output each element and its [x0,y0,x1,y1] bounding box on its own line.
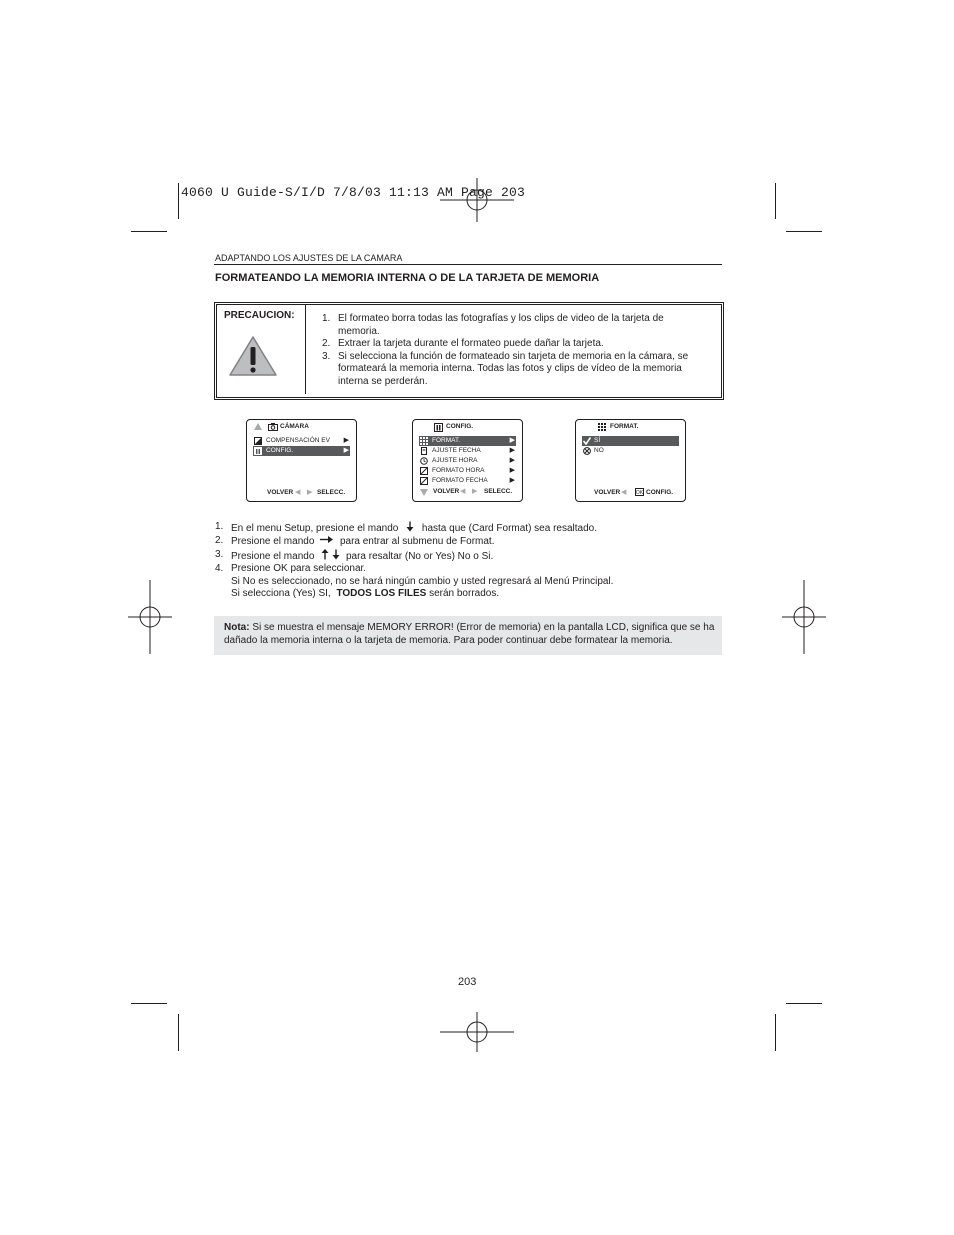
footer-config: CONFIG. [646,489,674,496]
menu-item-ajuste-hora[interactable] [419,456,516,466]
caution-list [322,313,707,388]
step-item [215,549,613,563]
menu-item-label: CONFIG. [266,447,294,454]
note-label: Nota: [224,622,250,633]
section-rule [214,264,722,265]
registration-mark-left [128,580,172,654]
crop-mark-bl-h [131,1003,167,1004]
step-text: para resaltar (No or Yes) No o Si. [345,550,494,562]
menu-item-config[interactable] [253,446,350,456]
submenu-arrow-icon: ▶ [343,447,349,454]
menu-item-formato-hora[interactable] [419,466,516,476]
camera-icon [268,423,278,431]
registration-mark-bottom [440,1012,514,1052]
step-text: Presione OK para seleccionar. [231,563,367,575]
caution-label: PRECAUCION: [224,310,295,321]
menu-item-label: FORMAT. [432,437,461,444]
submenu-arrow-icon: ▶ [509,447,515,454]
left-arrow-icon: ◀ [460,488,466,495]
step-text: hasta que (Card Format) sea resaltado. [421,523,597,534]
menu-item-label: FORMATO FECHA [432,477,488,484]
option-label: NO [594,447,604,454]
menu-item-formato-fecha[interactable] [419,476,516,486]
crop-mark-br-v [775,1014,776,1051]
footer-selecc: SELECC. [317,489,346,496]
step-item [215,563,613,575]
right-arrow-icon: ▶ [472,488,478,495]
option-si[interactable] [582,436,679,446]
caution-item-text: Si selecciona la función de formateado sin tarjeta de memoria en la cámara, se formateará la memoria interna. Todas las fotos y clips de vídeo de la memoria interna se perderán. [338,350,689,387]
svg-text:OK: OK [635,490,644,496]
registration-mark-right [782,580,826,654]
steps-list [215,521,613,600]
crop-mark-br-h [786,1003,822,1004]
step-number: 2. [215,535,224,547]
note-text: Si se muestra el mensaje MEMORY ERROR! (Error de memoria) en la pantalla LCD, significa que se ha dañado la memoria interna o la tarjeta de memoria. Para poder continuar debe formatear la memoria. [224,622,715,646]
up-arrow-icon [254,423,262,430]
caution-divider [305,305,306,394]
format-icon [420,437,428,445]
step-number: 3. [215,548,224,560]
step-item [215,521,613,535]
format-icon [598,423,606,431]
submenu-arrow-icon: ▶ [343,437,349,444]
step-number: 1. [215,521,224,532]
caution-item [322,338,707,351]
step-number: 4. [215,563,224,575]
date-format-icon [420,477,428,485]
option-label: SÍ [594,437,601,444]
lcd-title: CÁMARA [280,423,309,430]
crop-mark-bl-v [178,1014,179,1051]
page-number: 203 [458,976,477,988]
menu-item-label: FORMATO HORA [432,467,485,474]
caution-item-number: 2. [322,338,331,349]
lcd-title: FORMAT. [610,423,639,430]
step-text: Presione el mando [231,550,315,562]
step-item [215,535,613,548]
menu-item-label: AJUSTE FECHA [432,447,481,454]
ev-compensation-icon [254,437,262,445]
calendar-icon [420,447,428,455]
submenu-arrow-icon: ▶ [509,477,515,484]
step-text: Presione el mando [231,536,315,548]
lcd-screen-camera [246,419,357,502]
cancel-circle-icon [583,447,591,455]
step-text: para entrar al submenu de Format. [339,536,495,548]
left-arrow-icon: ◀ [621,489,627,496]
right-arrow-icon [317,535,337,544]
time-format-icon [420,467,428,475]
crop-mark-tl-v [178,183,179,219]
caution-item-text: El formateo borra todas las fotografías y los clips de video de la tarjeta de memoria. [338,313,664,337]
step-detail-emphasis: TODOS LOS FILES [336,588,427,600]
menu-item-label: AJUSTE HORA [432,457,478,464]
caution-item [322,351,707,389]
step-detail [215,588,613,600]
step-text: En el menu Setup, presione el mando [231,523,399,534]
checkmark-icon [583,437,591,445]
submenu-arrow-icon: ▶ [509,457,515,464]
down-arrow-icon [420,489,428,496]
menu-item-ajuste-fecha[interactable] [419,446,516,456]
warning-triangle-icon [228,335,278,377]
crop-mark-tl-h [131,231,167,232]
config-icon [254,447,262,455]
menu-item-format[interactable] [419,436,516,446]
print-slug: 4060 U Guide-S/I/D 7/8/03 11:13 AM Page 203 [181,185,526,200]
step-detail-prefix: Si selecciona (Yes) SI, [231,588,331,600]
config-icon [434,423,443,432]
crop-mark-tr-v [775,183,776,219]
step-detail-line: Si No es seleccionado, no se hará ningún cambio y usted regresará al Menú Principal. [231,575,614,587]
lcd-screen-config [412,419,523,502]
caution-item-number: 1. [322,313,331,324]
submenu-arrow-icon: ▶ [509,467,515,474]
left-arrow-icon: ◀ [295,489,301,496]
crop-mark-tr-h [786,231,822,232]
caution-item-text: Extraer la tarjeta durante el formateo puede dañar la tarjeta. [338,338,604,349]
option-no[interactable] [582,446,679,456]
note-box [214,616,722,655]
footer-volver: VOLVER [594,489,621,496]
right-arrow-icon: ▶ [307,489,313,496]
ok-button-icon [635,488,644,496]
caution-item [322,313,707,338]
submenu-arrow-icon: ▶ [509,437,515,444]
page-title: FORMATEANDO LA MEMORIA INTERNA O DE LA TARJETA DE MEMORIA [215,272,600,284]
footer-volver: VOLVER [267,489,294,496]
step-detail [215,576,613,588]
note-text-block [224,622,719,647]
footer-volver: VOLVER [433,488,460,495]
menu-item-compensacion-ev[interactable] [253,436,350,446]
section-label: ADAPTANDO LOS AJUSTES DE LA CAMARA [215,253,403,263]
footer-selecc: SELECC. [484,488,513,495]
up-down-arrow-icon [317,549,343,560]
clock-icon [420,457,428,465]
down-arrow-icon [401,521,419,532]
caution-item-number: 3. [322,350,331,362]
step-detail-suffix: serán borrados. [429,588,500,600]
lcd-screen-format [575,419,686,502]
menu-item-label: COMPENSACIÓN EV [266,437,330,444]
lcd-title: CONFIG. [446,423,474,430]
